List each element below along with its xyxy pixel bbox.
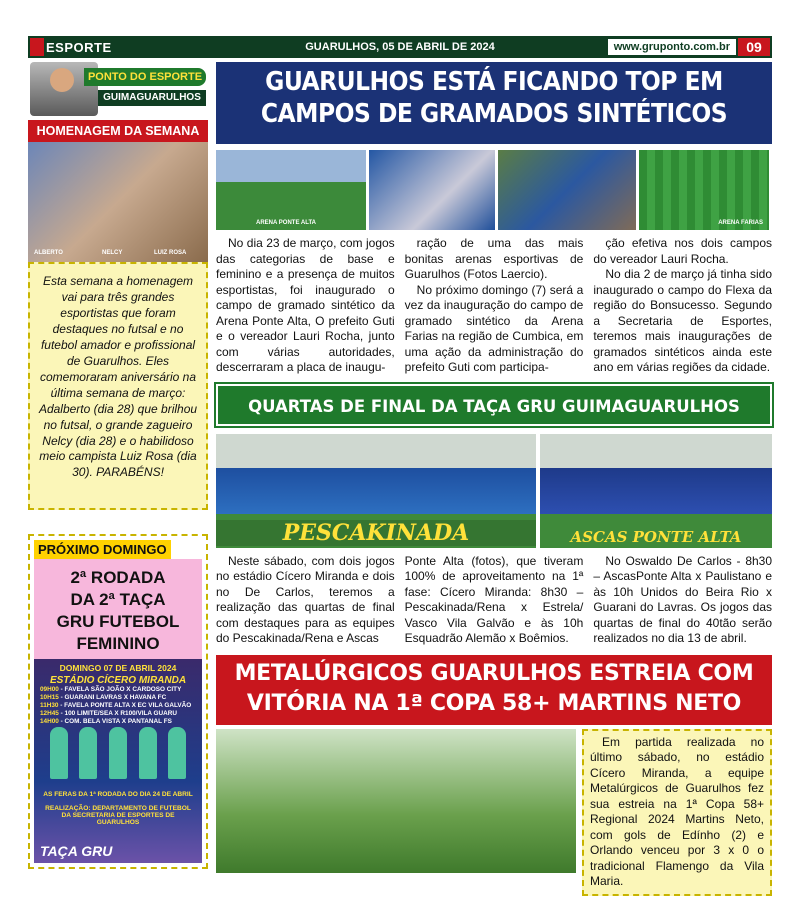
article2-col1: Neste sábado, com dois jogos no estádio Cícero Miranda e dois no De Carlos, teremos a realização das quartas de final com destaques para as equipes do Pescakinada/Rena e Ascas: [216, 553, 395, 645]
article2-col2: Ponte Alta (fotos), que tiveram 100% de aproveitamento na 1ª fase: Cícero Miranda: 8h30 – Pescakinada/Rena x Estrela/ Vasco Vila Galvão e às 10h Esquadrão Alemão x Boêmios.: [404, 553, 584, 645]
poster-date: DOMINGO 07 DE ABRIL 2024: [59, 663, 177, 673]
column-subtitle: GUIMAGUARULHOS: [98, 90, 206, 106]
player-figures: [44, 727, 192, 783]
article1-body: [216, 236, 772, 376]
article1-col2b: No próximo domingo (7) será a vez da inauguração do campo de gramado sintético da Arena Farias na região de Cumbica, em uma ação da administração do prefeito Guti com participa-: [404, 282, 584, 374]
photo-team-group: [498, 150, 636, 230]
article1-col3a: ção efetiva nos dois campos do vereador Lauri Rocha.: [593, 236, 773, 266]
page-number: 09: [738, 38, 770, 56]
photo-inauguration-crowd: [369, 150, 495, 230]
proximo-domingo-box: [28, 534, 208, 869]
article1-col1: No dia 23 de março, com jogos das categorias de base e feminino e a presença de muitos esportistas, foi inaugurado o campo de gramado sintético da Arena Ponte Alta, O prefeito Guti e o vereador Lauri Rocha, junto com várias autoridades, descerraram a placa de inaugu-: [216, 236, 395, 374]
column-banner: [28, 62, 208, 116]
homenagem-photo: [28, 142, 208, 262]
article2-photos: [216, 434, 772, 548]
article3-row: [216, 729, 772, 896]
proximo-headline: [34, 559, 202, 659]
photo-caption: ALBERTO: [34, 250, 63, 256]
team-name: ASCAS PONTE ALTA: [570, 527, 742, 546]
column-title: PONTO DO ESPORTE: [84, 68, 206, 86]
event-poster: [34, 659, 202, 863]
homenagem-heading: HOMENAGEM DA SEMANA: [28, 120, 208, 142]
proximo-label: PRÓXIMO DOMINGO: [34, 540, 171, 559]
article2-headline: QUARTAS DE FINAL DA TAÇA GRU GUIMAGUARULHOS: [216, 384, 772, 426]
poster-caption: AS FERAS DA 1ª RODADA DO DIA 24 DE ABRIL: [43, 791, 193, 798]
team-name: PESCAKINADA: [216, 520, 536, 546]
poster-game: 09H00 - FAVELA SÃO JOÃO X CARDOSO CITY: [40, 686, 182, 693]
proximo-line: GRU FUTEBOL: [56, 612, 180, 631]
article3-headline: METALÚRGICOS GUARULHOS ESTREIA COM VITÓRIA NA 1ª COPA 58+ MARTINS NETO: [216, 655, 772, 725]
edition-date: GUARULHOS, 05 DE ABRIL DE 2024: [305, 41, 495, 53]
photo-caption: LUIZ ROSA: [154, 250, 187, 256]
article3-body: Em partida realizada no último sábado, no estádio Cícero Miranda, a equipe Metalúrgicos de Guarulhos fez sua estreia na 1ª Copa 58+ Regional 2024 Martins Neto, com gols de Edínho (2) e Orlando venceu por 3 x 0 o tradicional Flamengo da Vila Maria.: [582, 729, 772, 896]
photo-team-pescakinada: [216, 434, 536, 548]
player-figure: [109, 727, 127, 779]
poster-realizacao: REALIZAÇÃO: DEPARTAMENTO DE FUTEBOL DA SECRETARIA DE ESPORTES DE GUARULHOS: [45, 805, 191, 826]
website-link[interactable]: www.gruponto.com.br: [608, 39, 736, 55]
poster-brand: TAÇA GRU: [40, 843, 113, 859]
proximo-line: FEMININO: [76, 634, 160, 653]
homenagem-text: Esta semana a homenagem vai para três grandes esportistas que foram destaques no futsal e no futebol amador e profissional de Guarulhos. Eles comemoraram aniversário na última semana de março: Adalberto (dia 28) que brilhou no futsal, o grande zagueiro Nelcy (dia 28) e o habilidoso meio campista Luiz Rosa (dia 30). PARABÉNS!: [28, 262, 208, 510]
article1-col2a: ração de uma das mais bonitas arenas esportivas de Guarulhos (Fotos Laercio).: [404, 236, 584, 281]
article1-headline: GUARULHOS ESTÁ FICANDO TOP EM CAMPOS DE GRAMADOS SINTÉTICOS: [216, 62, 772, 144]
page-header: [28, 36, 772, 58]
poster-game: 12H45 - 100 LIMITE/SEA X R100/VILA GUARU: [40, 710, 177, 717]
proximo-line: DA 2ª TAÇA: [70, 590, 166, 609]
article2-body: [216, 554, 772, 647]
player-figure: [50, 727, 68, 779]
proximo-line: 2ª RODADA: [70, 568, 166, 587]
article1-photos: [216, 150, 772, 230]
player-figure: [139, 727, 157, 779]
player-figure: [79, 727, 97, 779]
photo-caption: NELCY: [102, 250, 123, 256]
article1-col3b: No dia 2 de março já tinha sido inaugurado o campo do Flexa da região do Bonsucesso. Segundo a Secretaria de Esportes, teremos mais inaugurações de gramados sintéticos ainda este ano em várias regiões da cidade.: [593, 267, 773, 374]
main-column: [216, 62, 772, 896]
article2-col3: No Oswaldo De Carlos - 8h30 – AscasPonte Alta x Paulistano e às 10h Unidos do Beira Rio x Guarani do Lavras. Os jogos das quartas de final do 40tão serão realizados no dia 13 de abril.: [593, 553, 773, 645]
photo-metalurgicos-team: [216, 729, 576, 873]
photo-team-ascas: [540, 434, 772, 548]
photo-arena-farias: ARENA FARIAS: [639, 150, 769, 230]
photo-arena-ponte-alta: ARENA PONTE ALTA: [216, 150, 366, 230]
poster-stadium: ESTÁDIO CÍCERO MIRANDA: [49, 675, 187, 686]
poster-game: 11H30 - FAVELA PONTE ALTA X EC VILA GALVÃO: [40, 702, 192, 709]
player-figure: [168, 727, 186, 779]
poster-game: 10H15 - GUARANI LAVRAS X HAVANA FC: [40, 694, 167, 701]
poster-game: 14H00 - COM. BELA VISTA X PANTANAL FS: [40, 718, 172, 725]
section-title: ESPORTE: [46, 39, 112, 55]
sidebar: [28, 62, 208, 869]
